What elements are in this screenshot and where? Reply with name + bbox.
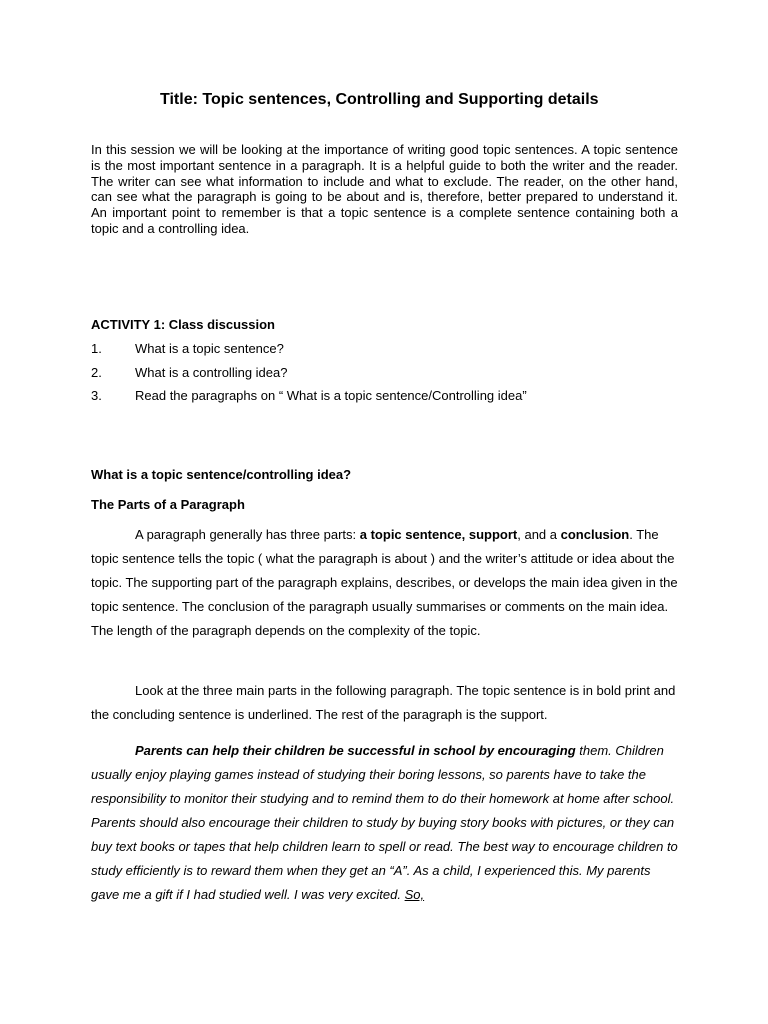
parts-heading: The Parts of a Paragraph — [91, 497, 245, 512]
paragraph-parts-mid: , and a — [517, 527, 561, 542]
example-paragraph — [91, 739, 678, 907]
activity-item-number: 3. — [91, 388, 102, 403]
paragraph-parts — [91, 523, 678, 643]
paragraph-look-at — [91, 679, 678, 727]
activity-item-number: 2. — [91, 365, 102, 380]
paragraph-parts-bold-1: a topic sentence, support — [359, 527, 518, 542]
activity-item-text: What is a controlling idea? — [135, 365, 288, 380]
example-concluding-sentence: So, — [404, 887, 425, 902]
paragraph-parts-bold-2: conclusion — [560, 527, 630, 542]
example-support: Children usually enjoy playing games instead of studying their boring lessons, so parents have to take the responsibility to monitor their studying and to remind them to do their homework at home after school. Parents should also encourage their children to study by buying story books with pictures, or they can buy text books or tapes that help children learn to spell or read. The best way to encourage children to study efficiently is to reward them when they get an “A”. As a child, I experienced this. My parents gave me a gift if I had studied well. I was very excited. — [91, 743, 678, 902]
example-topic-sentence: Parents can help their children be successful in school by encouraging — [135, 743, 576, 758]
activity-item — [91, 365, 287, 380]
activity-item — [91, 388, 527, 403]
example-topic-end: them. — [575, 743, 612, 758]
paragraph-parts-lead: A paragraph generally has three parts: — [135, 527, 360, 542]
activity-item-number: 1. — [91, 341, 102, 356]
document-title: Title: Topic sentences, Controlling and Supporting details — [160, 91, 599, 108]
intro-paragraph: In this session we will be looking at the importance of writing good topic sentences. A topic sentence is the most important sentence in a paragraph. It is a helpful guide to both the writer and the reader. The writer can see what information to include and what to exclude. The reader, on the other hand, can see what the paragraph is going to be about and is, therefore, better prepared to understand it. An important point to remember is that a topic sentence is a complete sentence containing both a topic and a controlling idea. — [91, 142, 678, 236]
activity-item-text: What is a topic sentence? — [135, 341, 284, 356]
paragraph-parts-rest: . The topic sentence tells the topic ( what the paragraph is about ) and the writer’s attitude or idea about the topic. The supporting part of the paragraph explains, describes, or develops the main idea given in the topic sentence. The conclusion of the paragraph usually summarises or comments on the main idea. The length of the paragraph depends on the complexity of the topic. — [91, 527, 678, 638]
activity-heading: ACTIVITY 1: Class discussion — [91, 317, 275, 332]
section-heading: What is a topic sentence/controlling idea? — [91, 467, 352, 482]
activity-item-text: Read the paragraphs on “ What is a topic sentence/Controlling idea” — [135, 388, 527, 403]
activity-item — [91, 341, 284, 356]
paragraph-look-at-text: Look at the three main parts in the following paragraph. The topic sentence is in bold print and the concluding sentence is underlined. The rest of the paragraph is the support. — [91, 683, 676, 722]
